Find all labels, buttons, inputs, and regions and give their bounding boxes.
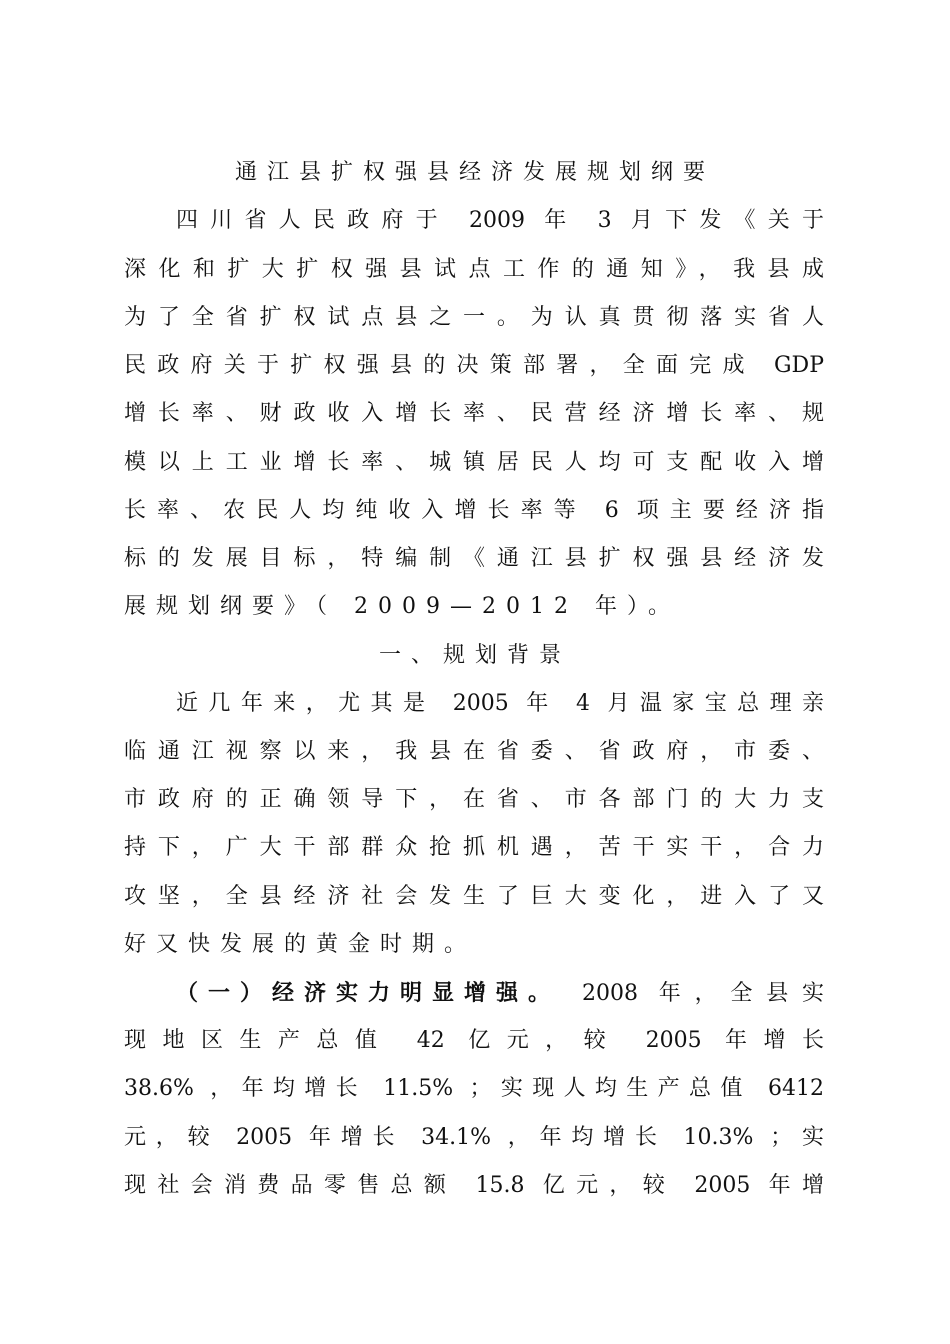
paragraph-line — [176, 686, 824, 722]
paragraph-line — [124, 445, 824, 481]
line-text: 市政府的正确领导下，在省、市各部门的大力支 — [124, 787, 824, 812]
line-text: 深化和扩大扩权强县试点工作的通知》，我县成 — [124, 257, 824, 282]
paragraph-line — [124, 589, 824, 625]
line-text: 近几年来，尤其是 2005 年 4 月温家宝总理亲 — [176, 691, 824, 716]
line-text: 展规划纲要》（ 2009—2012 年）。 — [124, 594, 680, 619]
section-heading: 一、规划背景 — [378, 643, 571, 668]
paragraph-line — [124, 830, 824, 866]
paragraph-line — [124, 541, 824, 577]
paragraph-line — [124, 1168, 824, 1204]
paragraph-line — [124, 782, 824, 818]
line-text: 增长率、财政收入增长率、民营经济增长率、规 — [124, 401, 824, 426]
line-text: 临通江视察以来，我县在省委、省政府，市委、 — [124, 739, 824, 764]
line-text: 四川省人民政府于 2009 年 3 月下发《关于 — [176, 208, 824, 233]
paragraph-line — [124, 1023, 824, 1059]
line-text: 标的发展目标，特编制《通江县扩权强县经济发 — [124, 546, 824, 571]
line-text: 长率、农民人均纯收入增长率等 6 项主要经济指 — [124, 498, 824, 523]
line-text: 现地区生产总值 42 亿元，较 2005 年增长 — [124, 1028, 824, 1053]
document-title: 通江县扩权强县经济发展规划纲要 — [234, 160, 715, 185]
line-text: 2008 年，全县实 — [582, 981, 824, 1006]
line-text: 攻坚，全县经济社会发生了巨大变化，进入了又 — [124, 884, 824, 909]
line-text: 模以上工业增长率、城镇居民人均可支配收入增 — [124, 450, 824, 475]
line-text: 元，较 2005 年增长 34.1% ，年均增长 10.3% ；实 — [124, 1125, 824, 1150]
paragraph-line — [176, 203, 824, 239]
line-text: 民政府关于扩权强县的决策部署，全面完成 GDP — [124, 353, 824, 378]
paragraph-line — [124, 396, 824, 432]
paragraph-line — [124, 927, 824, 963]
line-text: 好又快发展的黄金时期。 — [124, 932, 477, 957]
paragraph-line — [124, 879, 824, 915]
subsection-heading: （一）经济实力明显增强。 — [176, 980, 561, 1006]
paragraph-line — [124, 1071, 824, 1107]
paragraph-line — [124, 252, 824, 288]
subsection-first-line — [176, 975, 824, 1012]
line-text: 38.6% ，年均增长 11.5% ；实现人均生产总值 6412 — [124, 1076, 824, 1101]
paragraph-line — [124, 493, 824, 529]
paragraph-line — [124, 348, 824, 384]
paragraph-line — [124, 1120, 824, 1156]
paragraph-line — [124, 300, 824, 336]
line-text: 为了全省扩权试点县之一。为认真贯彻落实省人 — [124, 305, 824, 330]
line-text: 持下，广大干部群众抢抓机遇，苦干实干，合力 — [124, 835, 824, 860]
line-text: 现社会消费品零售总额 15.8 亿元，较 2005 年增 — [124, 1173, 824, 1198]
paragraph-line — [124, 734, 824, 770]
